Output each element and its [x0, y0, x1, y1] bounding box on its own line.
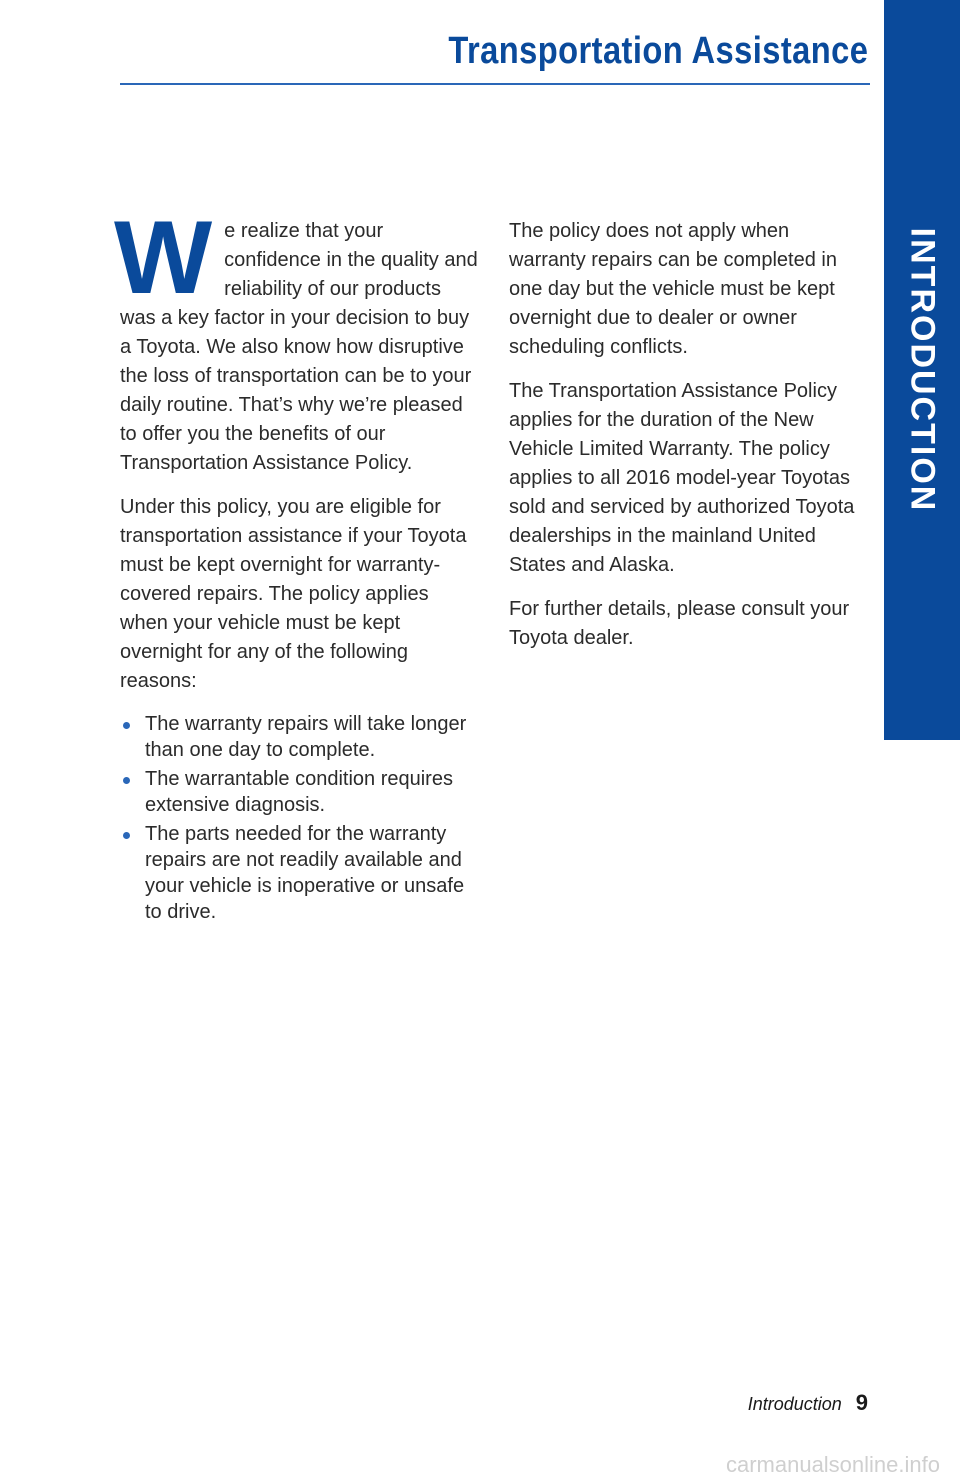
left-column: [114, 200, 480, 928]
drop-cap: W: [114, 200, 213, 316]
page-footer: [748, 1390, 868, 1416]
section-side-tab-label: INTRODUCTION: [903, 227, 942, 513]
right-column: [509, 217, 871, 668]
bullet-icon: [123, 777, 130, 784]
page-number: 9: [855, 1390, 868, 1415]
footer-section-name: Introduction: [747, 1394, 842, 1414]
duration-paragraph: The Transportation Assistance Policy applies for the duration of the New Vehicle Limited Warranty. The policy applies to all 2016 model-year Toyotas sold and serviced by authorized Toyota dealerships in the mainland United States and Alaska.: [509, 380, 855, 576]
list-item: The warrantable condition requires extensive diagnosis.: [120, 766, 480, 818]
bullet-icon: [123, 832, 130, 839]
intro-text: e realize that your confidence in the quality and reliability of our products was a key factor in your decision to buy a Toyota. We also know how disruptive the loss of transportation can be to your daily routine. That’s why we’re pleased to offer you the benefits of our Transportation Assistance Policy.: [120, 220, 478, 474]
bullet-icon: [123, 722, 130, 729]
contact-paragraph: For further details, please consult your Toyota dealer.: [509, 598, 850, 649]
eligibility-paragraph: Under this policy, you are eligible for transportation assistance if your Toyota must be kept overnight for warranty-covered repairs. The policy applies when your vehicle must be kept overnight for any of the following reasons:: [120, 496, 467, 692]
reasons-list: [120, 711, 480, 925]
list-item: The warranty repairs will take longer than one day to complete.: [120, 711, 480, 763]
page-title: Transportation Assistance: [448, 30, 868, 72]
exclusion-paragraph: The policy does not apply when warranty repairs can be completed in one day but the vehicle must be kept overnight due to dealer or owner scheduling conflicts.: [509, 220, 837, 358]
intro-paragraph: [114, 200, 480, 478]
list-item: The parts needed for the warranty repairs are not readily available and your vehicle is inoperative or unsafe to drive.: [120, 821, 480, 925]
title-divider: [120, 83, 870, 85]
watermark: carmanualsonline.info: [725, 1452, 940, 1477]
